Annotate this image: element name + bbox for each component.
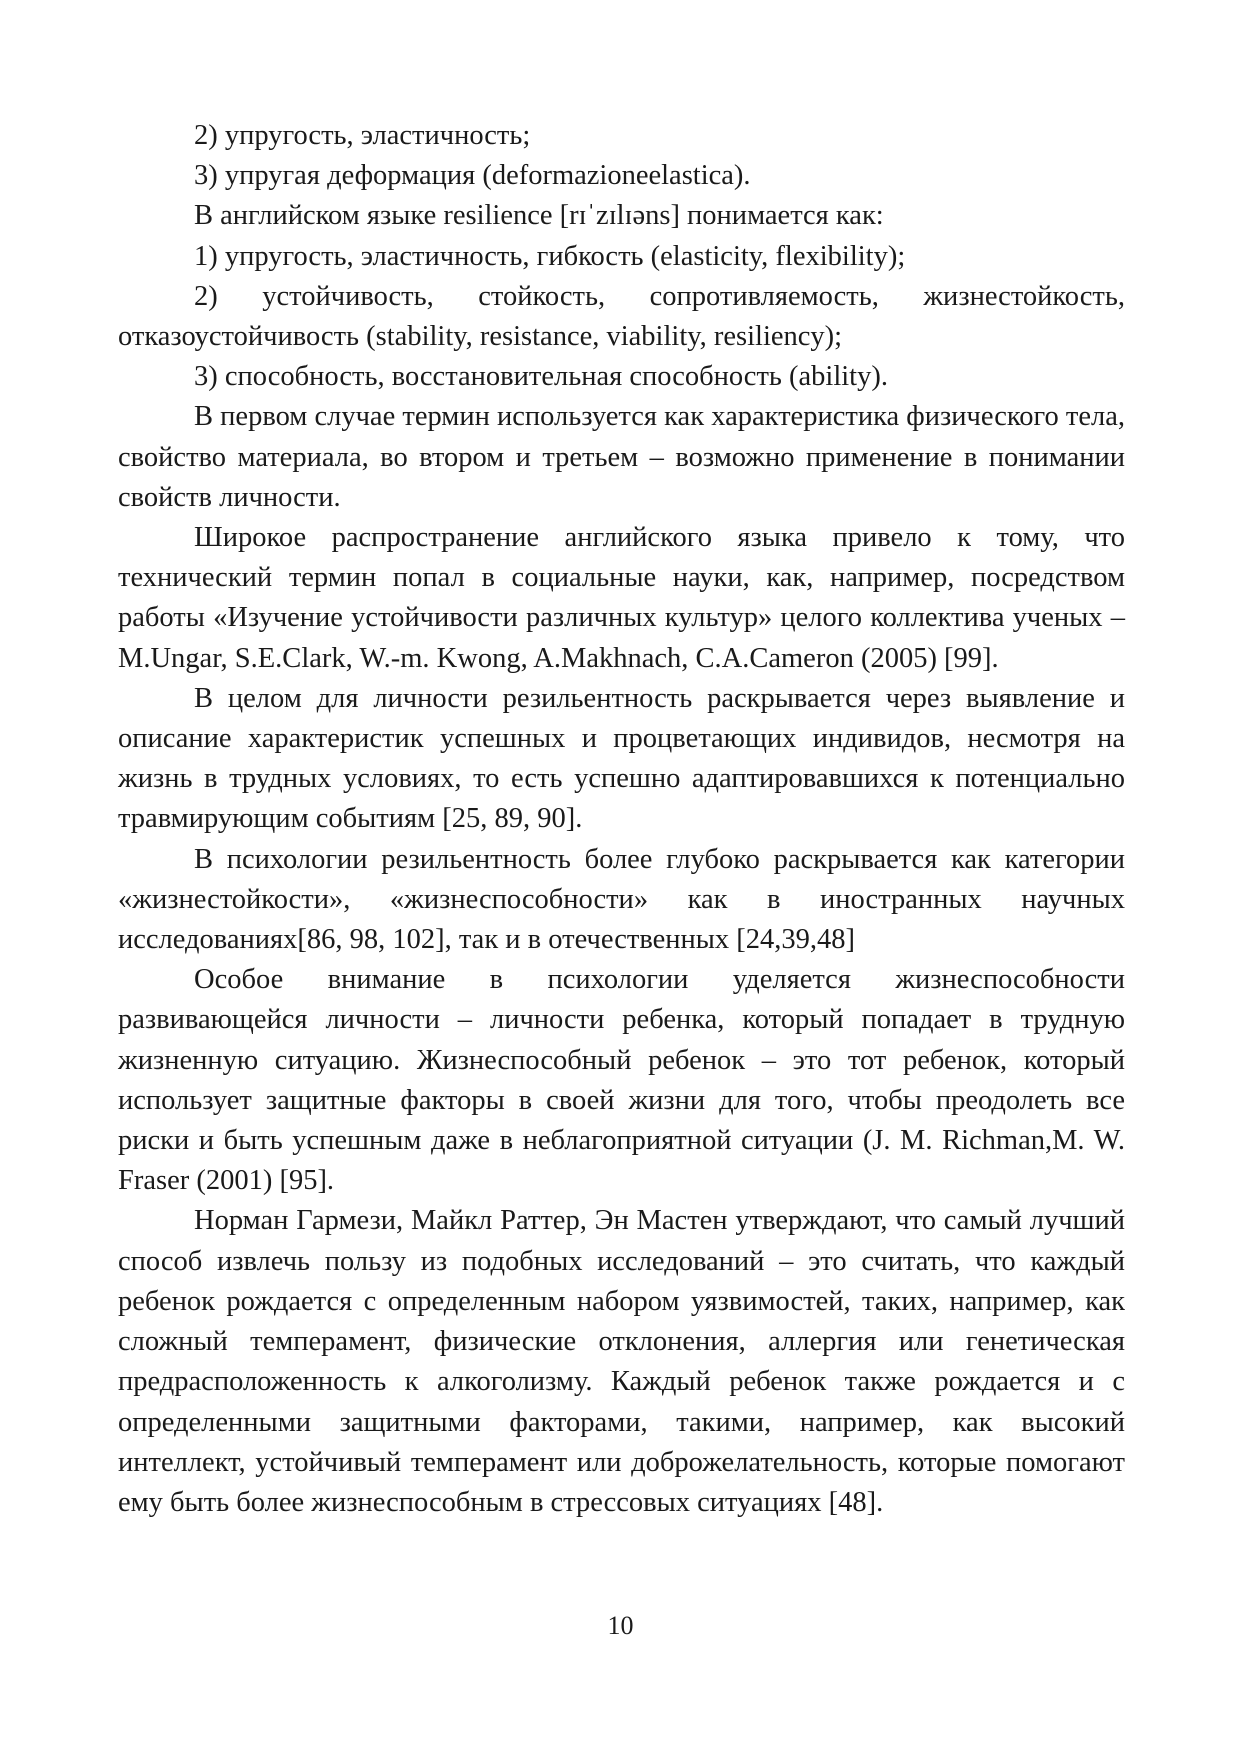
- paragraph-first-case: В первом случае термин используется как характеристика физического тела, свойство материала, во втором и третьем – возможно применение в понимании свойств личности.: [118, 401, 1125, 513]
- paragraph-personality-resilience: В целом для личности резильентность раскрывается через выявление и описание характеристик успешных и процветающих индивидов, несмотря на жизнь в трудных условиях, то есть успешно адаптировавшихся к потенциально травмирующим событиям [25, 89, 90].: [118, 682, 1125, 835]
- list-item-stability: 2) устойчивость, стойкость, сопротивляемость, жизнестойкость, отказоустойчивость (stability, resistance, viability, resiliency);: [118, 280, 1125, 353]
- paragraph-child-resilience: Особое внимание в психологии уделяется жизнеспособности развивающейся личности – личности ребенка, который попадает в трудную жизненную ситуацию. Жизнеспособный ребенок – это тот ребенок, который использует защитные факторы в своей жизни для того, чтобы преодолеть все риски и быть успешным даже в неблагоприятной ситуации (J. M. Richman,M. W. Fraser (2001) [95].: [118, 964, 1125, 1197]
- page-number: 10: [607, 1611, 634, 1640]
- paragraph-garmezy-rutter-masten: Норман Гармези, Майкл Раттер, Эн Мастен утверждают, что самый лучший способ извлечь пользу из подобных исследований – это считать, что каждый ребенок рождается с определенным набором уязвимостей, таких, например, как сложный темперамент, физические отклонения, аллергия или генетическая предрасположенность к алкоголизму. Каждый ребенок также рождается и с определенными защитными факторами, такими, например, как высокий интеллект, устойчивый темперамент или доброжелательность, которые помогают ему быть более жизнеспособным в стрессовых ситуациях [48].: [118, 1205, 1125, 1518]
- paragraph-english-spread: Широкое распространение английского языка привело к тому, что технический термин попал в социальные науки, как, например, посредством работы «Изучение устойчивости различных культур» целого коллектива ученых – M.Ungar, S.E.Clark, W.-m. Kwong, A.Makhnach, C.A.Cameron (2005) [99].: [118, 522, 1125, 674]
- list-item-elasticity: 2) упругость, эластичность;: [194, 120, 531, 151]
- list-item-flexibility: 1) упругость, эластичность, гибкость (elasticity, flexibility);: [194, 240, 906, 272]
- paragraph-english-definition: В английском языке resilience [rɪˈzɪlɪəns] понимается как:: [194, 200, 884, 232]
- body-text: [118, 116, 1125, 1523]
- list-item-ability: 3) способность, восстановительная способность (ability).: [194, 361, 888, 393]
- list-item-elastic-deformation: 3) упругая деформация (deformazioneelastica).: [194, 160, 751, 192]
- paragraph-psychology-resilience: В психологии резильентность более глубоко раскрывается как категории «жизнестойкости», «жизнеспособности» как в иностранных научных исследованиях[86, 98, 102], так и в отечественных [24,39,48]: [118, 843, 1125, 956]
